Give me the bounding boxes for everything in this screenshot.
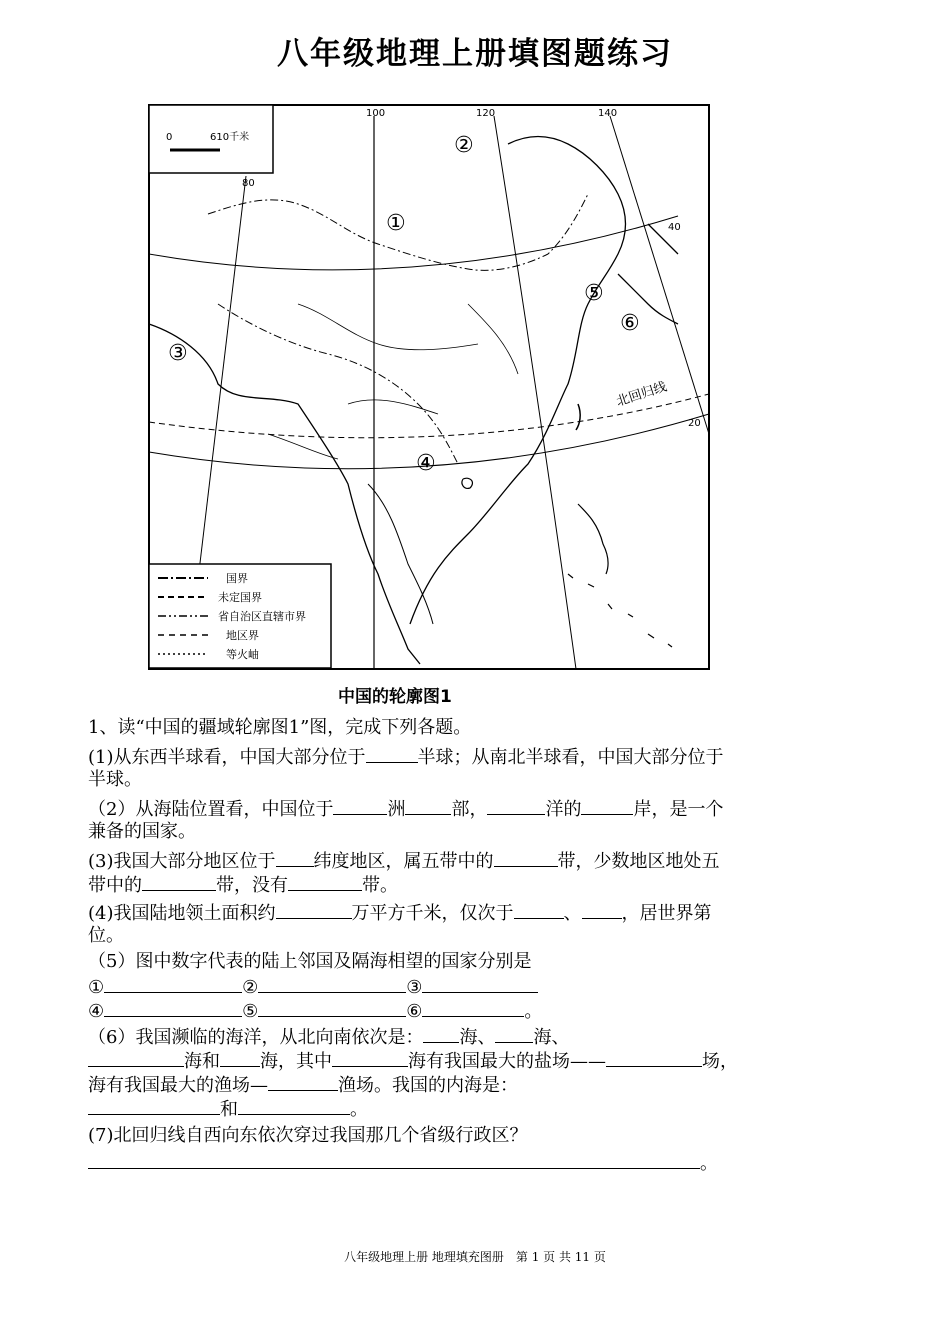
question-6-line3: 海有我国最大的渔场— 渔场。我国的内海是： <box>88 1072 518 1098</box>
marker-2: ② <box>454 133 474 158</box>
marker-6: ⑥ <box>620 311 640 336</box>
legend-item: 国界 <box>226 572 248 585</box>
answer-blank[interactable] <box>422 974 538 993</box>
china-outline-map <box>148 104 710 670</box>
lon-label-80: 80 <box>242 178 255 189</box>
question-6-line: （6）我国濒临的海洋，从北向南依次是： 海、 海、 <box>88 1024 569 1050</box>
answer-blank[interactable] <box>581 796 633 815</box>
answer-blank[interactable] <box>366 744 418 763</box>
answer-blank[interactable] <box>288 872 362 891</box>
answer-blank[interactable] <box>104 974 242 993</box>
answer-blank[interactable] <box>276 848 314 867</box>
question-7-line: (7)北回归线自西向东依次穿过我国那几个省级行政区？ <box>88 1125 528 1146</box>
legend-item: 地区界 <box>226 629 259 642</box>
marker-3: ③ <box>168 341 188 366</box>
scale-zero: 0 <box>166 132 173 143</box>
question-7-answer: 。 <box>88 1150 718 1176</box>
question-2-line: （2）从海陆位置看，中国位于 洲 部， 洋的 岸，是一个 <box>88 796 723 822</box>
answer-blank[interactable] <box>88 1150 700 1169</box>
lon-label-120: 120 <box>476 108 496 119</box>
question-4-line2: 位。 <box>88 925 124 946</box>
question-5-line: （5）图中数字代表的陆上邻国及隔海相望的国家分别是 <box>88 951 532 972</box>
answer-blank[interactable] <box>333 796 387 815</box>
answer-blank[interactable] <box>606 1048 702 1067</box>
lon-label-100: 100 <box>366 108 386 119</box>
marker-4: ④ <box>416 451 436 476</box>
marker-1: ① <box>386 211 406 236</box>
page-footer: 八年级地理上册 地理填充图册 第 1 页 共 11 页 <box>344 1250 606 1264</box>
answer-blank[interactable] <box>332 1048 408 1067</box>
question-4-line: (4)我国陆地领土面积约 万平方千米，仅次于 、 ，居世界第 <box>88 900 712 926</box>
legend-item: 未定国界 <box>218 591 262 604</box>
answer-blank[interactable] <box>582 900 622 919</box>
question-2-line2: 兼备的国家。 <box>88 821 196 842</box>
answer-blank[interactable] <box>276 900 352 919</box>
question-5-answers-2: ④ ⑤ ⑥ 。 <box>88 998 542 1024</box>
question-5-answers-1: ① ② ③ <box>88 974 538 1000</box>
answer-blank[interactable] <box>487 796 545 815</box>
lon-label-140: 140 <box>598 108 618 119</box>
question-1-line2: 半球。 <box>88 769 142 790</box>
answer-blank[interactable] <box>88 1096 220 1115</box>
scale-label: 610千米 <box>210 132 250 143</box>
answer-blank[interactable] <box>494 848 558 867</box>
answer-blank[interactable] <box>495 1024 533 1043</box>
marker-5: ⑤ <box>584 281 604 306</box>
legend-item: 省自治区直辖市界 <box>218 610 306 623</box>
question-6-line2: 海和 海，其中 海有我国最大的盐场—— 场， <box>88 1048 738 1074</box>
answer-blank[interactable] <box>238 1096 350 1115</box>
answer-blank[interactable] <box>104 998 242 1017</box>
lat-label-40: 40 <box>668 222 681 233</box>
legend-item: 等火岫 <box>226 648 259 661</box>
question-3-line2: 带中的 带，没有 带。 <box>88 872 398 898</box>
answer-blank[interactable] <box>423 1024 459 1043</box>
tropic-label: 北回归线 <box>614 379 669 410</box>
answer-blank[interactable] <box>142 872 216 891</box>
answer-blank[interactable] <box>220 1048 260 1067</box>
answer-blank[interactable] <box>258 974 406 993</box>
answer-blank[interactable] <box>405 796 451 815</box>
answer-blank[interactable] <box>268 1072 338 1091</box>
map-caption: 中国的轮廓图1 <box>338 687 452 707</box>
question-6-line4: 和 。 <box>88 1096 368 1122</box>
question-intro: 1、读“中国的疆域轮廓图1”图，完成下列各题。 <box>88 717 472 738</box>
answer-blank[interactable] <box>258 998 406 1017</box>
question-3-line: (3)我国大部分地区位于 纬度地区，属五带中的 带，少数地区地处五 <box>88 848 720 874</box>
lat-label-20: 20 <box>688 418 701 429</box>
question-1-line: (1)从东西半球看，中国大部分位于 半球；从南北半球看，中国大部分位于 <box>88 744 724 770</box>
answer-blank[interactable] <box>422 998 524 1017</box>
answer-blank[interactable] <box>88 1048 184 1067</box>
page-title: 八年级地理上册填图题练习 <box>277 36 673 72</box>
answer-blank[interactable] <box>514 900 564 919</box>
